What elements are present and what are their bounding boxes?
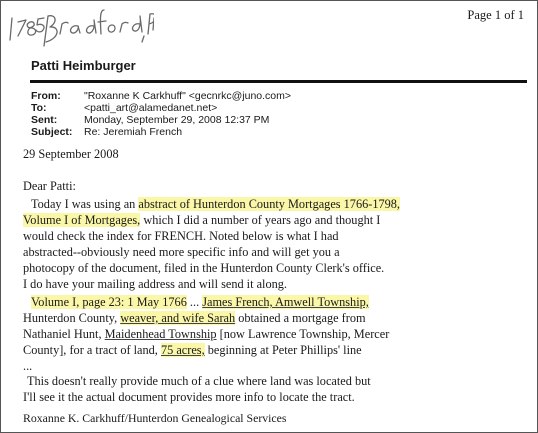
p3-line-1: This doesn't really provide much of a clue where land was located but (27, 374, 371, 388)
p1-line-1-text: Today I was using an (31, 197, 139, 211)
header-from-label: From: (31, 90, 61, 102)
header-subject-value: Re: Jeremiah French (84, 126, 183, 138)
page-number: Page 1 of 1 (467, 8, 524, 22)
p2-line-3-text-a: Nathaniel Hunt, (23, 327, 105, 341)
date-line: 29 September 2008 (23, 147, 119, 161)
p2-line-5: ... (23, 359, 33, 373)
p3-line-2: I'll see it the actual document provides more info to locate the tract. (23, 390, 355, 404)
highlight-abstract: abstract of Hunterdon County Mortgages 1766-1798, (138, 197, 401, 211)
p2-line-2 (23, 310, 366, 327)
header-subject-label: Subject: (31, 126, 73, 138)
p2-line-4-text-a: County], for a tract of land, (23, 343, 161, 357)
highlight-volume: Volume I of Mortgages, (23, 213, 141, 227)
p1-line-5: photocopy of the document, filed in the Hunterdon County Clerk's office. (23, 261, 385, 275)
signature: Roxanne K. Carkhuff/Hunterdon Genealogical Services (23, 411, 287, 425)
highlight-weaver-sarah: weaver, and wife Sarah (120, 311, 236, 325)
salutation: Dear Patti: (23, 179, 76, 193)
header-to-value: <patti_art@alamedanet.net> (84, 102, 218, 114)
p1-line-2-text: which I did a number of years ago and thought I (140, 213, 381, 227)
p1-line-1 (31, 196, 400, 213)
sender-name: Patti Heimburger (31, 58, 136, 73)
p1-line-2 (23, 212, 380, 229)
handwritten-note (4, 0, 154, 60)
highlight-james-french: James French, Amwell Township, (202, 295, 369, 309)
p1-line-4: abstracted--obviously need more specific info and will get you a (23, 245, 340, 259)
handwritten-note-drawing (4, 0, 154, 60)
header-from-value: "Roxanne K Carkhuff" <gecnrkc@juno.com> (84, 90, 292, 102)
underline-maidenhead: Maidenhead Township (104, 327, 217, 341)
p2-line-1 (31, 294, 369, 311)
p2-line-2-text-b: obtained a mortgage from (235, 311, 366, 325)
p1-line-6: I do have your mailing address and will send it along. (23, 277, 287, 291)
header-sent-label: Sent: (31, 114, 58, 126)
header-divider (30, 80, 527, 83)
p2-line-3 (23, 326, 389, 343)
p2-line-2-text-a: Hunterdon County, (23, 311, 121, 325)
p1-line-3: would check the index for FRENCH. Noted below is what I had (23, 229, 339, 243)
header-sent-value: Monday, September 29, 2008 12:37 PM (84, 114, 270, 126)
header-to-label: To: (31, 102, 47, 114)
highlight-75-acres: 75 acres, (160, 343, 205, 357)
p2-line-1-text: ... (186, 295, 203, 309)
p2-line-3-text-b: [now Lawrence Township, Mercer (216, 327, 390, 341)
p2-line-4 (23, 342, 362, 359)
highlight-volume-page: Volume I, page 23: 1 May 1766 (31, 295, 187, 309)
p2-line-4-text-b: beginning at Peter Phillips' line (204, 343, 362, 357)
